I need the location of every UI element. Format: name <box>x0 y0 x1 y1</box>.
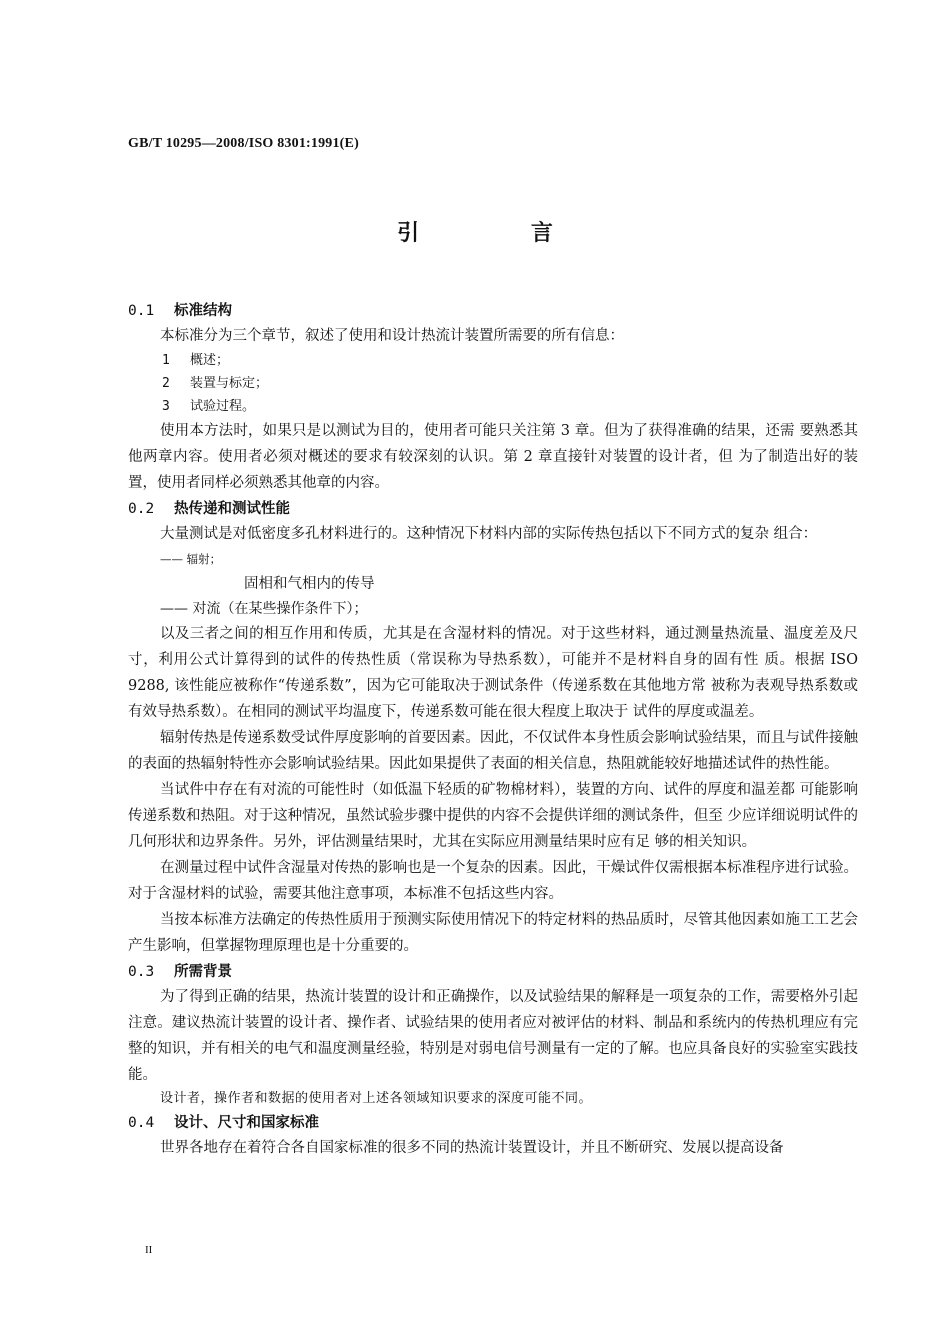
paragraph: 在测量过程中试件含湿量对传热的影响也是一个复杂的因素。因此，干燥试件仅需根据本标准程序进行试验。对于含湿材料的试验，需要其他注意事项，本标准不包括这些内容。 <box>128 860 858 902</box>
section-heading-0-4 <box>128 1112 858 1134</box>
paragraph: 当按本标准方法确定的传热性质用于预测实际使用情况下的特定材料的热品质时，尽管其他因素如施工工艺会产生影响，但掌握物理原理也是十分重要的。 <box>128 912 858 954</box>
paragraph: 设计者，操作者和数据的使用者对上述各领域知识要求的深度可能不同。 <box>160 1091 593 1106</box>
list-item <box>128 349 858 372</box>
section-title: 热传递和测试性能 <box>174 501 290 517</box>
list-item-text: 装置与标定； <box>190 376 269 391</box>
dash-item: —— 辐射； <box>160 552 222 566</box>
dash-item: —— 对流（在某些操作条件下）； <box>160 601 368 617</box>
paragraph: 当试件中存在有对流的可能性时（如低温下轻质的矿物棉材料），装置的方向、试件的厚度和温差都 可能影响传递系数和热阻。对于这种情况，虽然试验步骤中提供的内容不会提供详细的测试条件，但至 少应详细说明试件的几何形状和边界条件。另外，评估测量结果时，尤其在实际应用测量结果时应有足 够的相关知识。 <box>128 782 858 850</box>
paragraph: 本标准分为三个章节，叙述了使用和设计热流计装置所需要的所有信息： <box>160 328 624 344</box>
page-number: II <box>145 1244 153 1256</box>
list-item-number: 1 <box>162 353 170 368</box>
document-body <box>128 298 858 1161</box>
section-number: 0.1 <box>128 303 155 319</box>
section-number: 0.4 <box>128 1115 155 1131</box>
list-item <box>128 372 858 395</box>
list-item-number: 2 <box>162 376 170 391</box>
paragraph: 以及三者之间的相互作用和传质，尤其是在含湿材料的情况。对于这些材料，通过测量热流量、温度差及尺寸，利用公式计算得到的试件的传热性质（常误称为导热系数），可能并不是材料自身的固有性 质。根据 ISO 9288, 该性能应被称作“传递系数”，因为它可能取决于测试条件（传递系数在其他地方常 被称为表观导热系数或有效导热系数）。在相同的测试平均温度下，传递系数可能在很大程度上取决于 试件的厚度或温差。 <box>128 626 858 720</box>
section-heading-0-3 <box>128 961 858 983</box>
section-title: 设计、尺寸和国家标准 <box>174 1115 319 1131</box>
section-heading-0-2 <box>128 498 858 520</box>
list-item-text: 试验过程。 <box>190 399 256 414</box>
section-heading-0-1 <box>128 300 858 322</box>
list-item <box>128 395 858 418</box>
list-item-text: 概述； <box>190 353 230 368</box>
section-number: 0.3 <box>128 964 155 980</box>
dash-item: 固相和气相内的传导 <box>244 576 375 592</box>
section-title: 所需背景 <box>174 964 232 980</box>
paragraph: 为了得到正确的结果，热流计装置的设计和正确操作，以及试验结果的解释是一项复杂的工作，需要格外引起注意。建议热流计装置的设计者、操作者、试验结果的使用者应对被评估的材料、制品和系统内的传热机理应有完整的知识，并有相关的电气和温度测量经验，特别是对弱电信号测量有一定的了解。也应具备良好的实验室实践技能。 <box>128 989 858 1083</box>
paragraph: 世界各地存在着符合各自国家标准的很多不同的热流计装置设计，并且不断研究、发展以提高设备 <box>160 1140 784 1156</box>
section-title: 标准结构 <box>174 303 232 319</box>
paragraph: 大量测试是对低密度多孔材料进行的。这种情况下材料内部的实际传热包括以下不同方式的复杂 组合： <box>160 526 818 542</box>
document-code-header: GB/T 10295—2008/ISO 8301:1991(E) <box>128 136 359 151</box>
page-title: 引 言 <box>397 221 605 246</box>
paragraph: 使用本方法时，如果只是以测试为目的，使用者可能只关注第 3 章。但为了获得准确的结果，还需 要熟悉其他两章内容。使用者必须对概述的要求有较深刻的认识。第 2 章直接针对装置的设计者，但 为了制造出好的装置，使用者同样必须熟悉其他章的内容。 <box>128 423 858 491</box>
section-number: 0.2 <box>128 501 155 517</box>
paragraph: 辐射传热是传递系数受试件厚度影响的首要因素。因此，不仅试件本身性质会影响试验结果，而且与试件接触的表面的热辐射特性亦会影响试验结果。因此如果提供了表面的相关信息，热阻就能较好地描述试件的热性能。 <box>128 730 858 772</box>
list-item-number: 3 <box>162 399 170 414</box>
